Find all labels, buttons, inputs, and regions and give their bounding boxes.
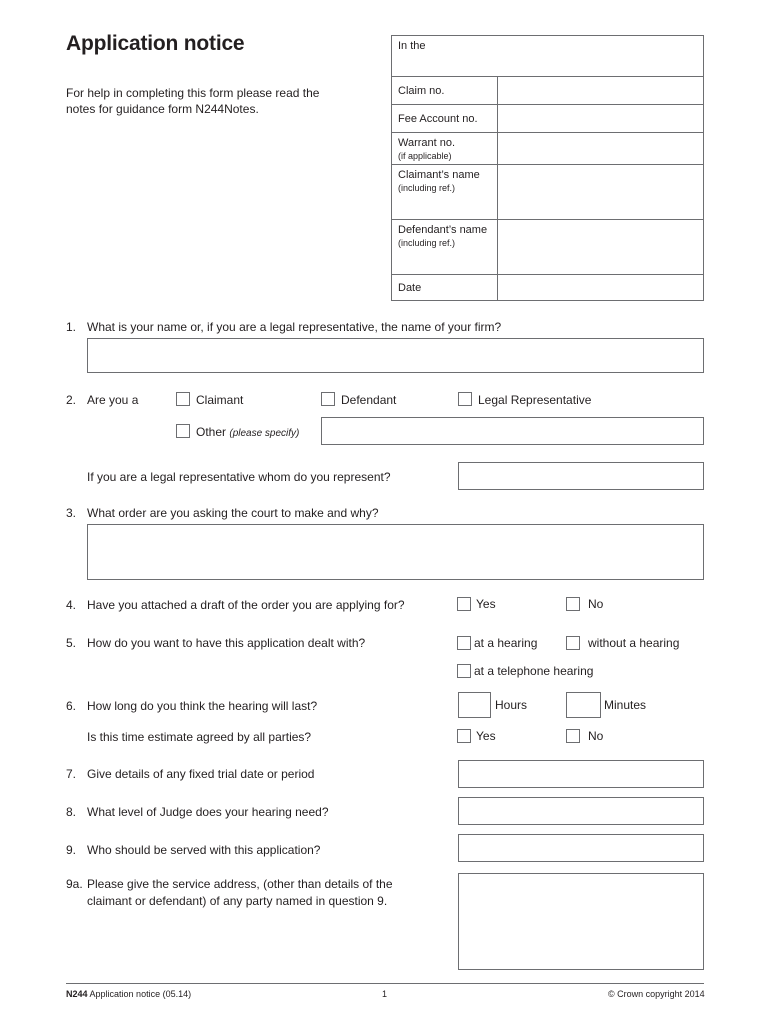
warrant-no-row [392,132,703,165]
q9a-number: 9a. [66,877,83,891]
claimant-name-field[interactable] [497,165,703,220]
judge-level-field[interactable] [458,797,704,825]
q6-no-checkbox[interactable] [566,729,580,743]
q6-text: How long do you think the hearing will last? [87,699,318,713]
claim-no-row [392,76,703,105]
case-details-table [391,35,704,301]
claimant-checkbox[interactable] [176,392,190,406]
trial-date-field[interactable] [458,760,704,788]
q3-number: 3. [66,506,77,520]
at-hearing-checkbox[interactable] [457,636,471,650]
without-hearing-label: without a hearing [588,636,680,650]
q4-number: 4. [66,598,77,612]
other-checkbox[interactable] [176,424,190,438]
footer-divider [66,983,704,984]
footer-copyright: © Crown copyright 2014 [608,989,705,999]
other-label: Other (please specify) [196,425,300,439]
defendant-name-field[interactable] [497,220,703,275]
q6-yes-label: Yes [476,729,496,743]
q6-agreed-text: Is this time estimate agreed by all parties? [87,730,312,744]
defendant-name-row [392,219,703,275]
q6-number: 6. [66,699,77,713]
q1-text: What is your name or, if you are a legal representative, the name of your firm? [87,320,502,334]
minutes-label: Minutes [604,698,647,712]
q2-text: Are you a [87,393,139,407]
claim-no-label: Claim no. [398,85,445,97]
q4-no-label: No [588,597,604,611]
legal-rep-checkbox[interactable] [458,392,472,406]
date-row [392,274,703,301]
defendant-checkbox[interactable] [321,392,335,406]
footer-form-name: N244 Application notice (05.14) [66,989,192,999]
q4-text: Have you attached a draft of the order you are applying for? [87,598,405,612]
claimant-label: Claimant [196,393,244,407]
q2-number: 2. [66,393,77,407]
q6-yes-checkbox[interactable] [457,729,471,743]
court-row[interactable] [392,36,703,76]
legal-rep-label: Legal Representative [478,393,592,407]
defendant-label: Defendant [341,393,397,407]
served-field[interactable] [458,834,704,862]
telephone-hearing-label: at a telephone hearing [474,664,594,678]
claim-no-field[interactable] [497,77,703,105]
warrant-no-label: Warrant no. (if applicable) [398,137,456,161]
date-label: Date [398,282,422,294]
in-the-label: In the [398,40,426,52]
page-title: Application notice [66,32,245,55]
q4-yes-checkbox[interactable] [457,597,471,611]
q9a-text-line1: Please give the service address, (other than details of the [87,877,393,891]
without-hearing-checkbox[interactable] [566,636,580,650]
hours-label: Hours [495,698,528,712]
q5-text: How do you want to have this application dealt with? [87,636,366,650]
defendant-name-label: Defendant’s name (including ref.) [398,224,488,248]
warrant-no-field[interactable] [497,133,703,165]
q7-number: 7. [66,767,77,781]
q9-text: Who should be served with this application? [87,843,321,857]
telephone-hearing-checkbox[interactable] [457,664,471,678]
q8-text: What level of Judge does your hearing need? [87,805,329,819]
q5-number: 5. [66,636,77,650]
q8-number: 8. [66,805,77,819]
fee-account-label: Fee Account no. [398,113,478,125]
q1-number: 1. [66,320,77,334]
footer-page-number: 1 [382,989,388,999]
q6-no-label: No [588,729,604,743]
q3-order-field[interactable] [87,524,704,580]
q4-no-checkbox[interactable] [566,597,580,611]
q9a-text-line2: claimant or defendant) of any party named in question 9. [87,894,388,908]
help-text: For help in completing this form please read the notes for guidance form N244Notes. [66,86,320,116]
date-field[interactable] [497,275,703,301]
q9-number: 9. [66,843,77,857]
q3-text: What order are you asking the court to make and why? [87,506,379,520]
claimant-name-row [392,164,703,220]
claimant-name-label: Claimant’s name (including ref.) [398,169,480,193]
fee-account-field[interactable] [497,105,703,133]
at-hearing-label: at a hearing [474,636,538,650]
minutes-field[interactable] [566,692,601,718]
service-address-field[interactable] [458,873,704,970]
fee-account-row [392,104,703,133]
q4-yes-label: Yes [476,597,496,611]
q7-text: Give details of any fixed trial date or period [87,767,315,781]
represent-field[interactable] [458,462,704,490]
other-specify-field[interactable] [321,417,704,445]
represent-text: If you are a legal representative whom do you represent? [87,470,391,484]
q1-name-field[interactable] [87,338,704,373]
hours-field[interactable] [458,692,491,718]
